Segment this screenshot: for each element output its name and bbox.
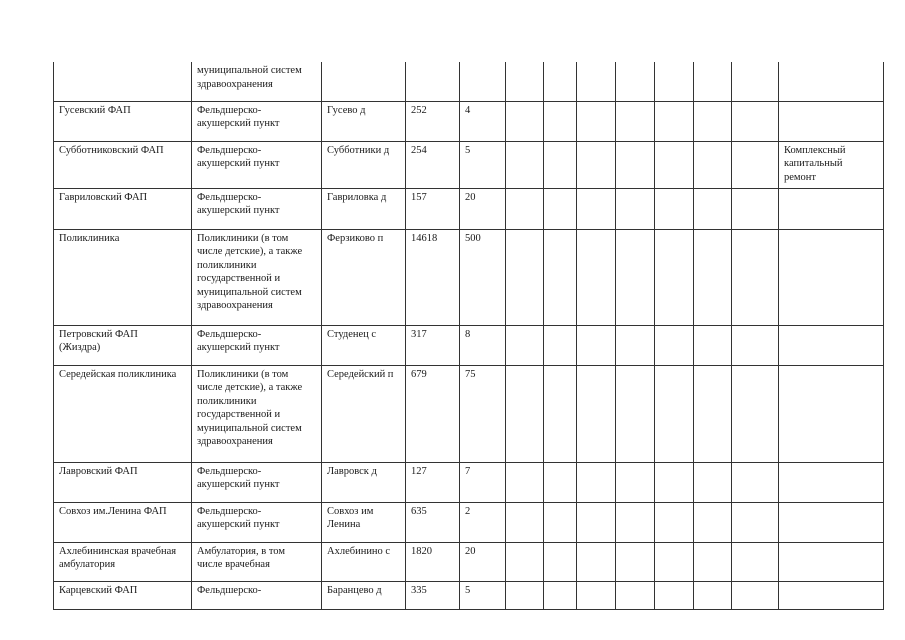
facility-type-text: Фельдшерско-	[197, 584, 262, 596]
empty-cell	[732, 365, 779, 462]
note-cell	[779, 325, 884, 365]
value-text: 14618	[411, 232, 438, 244]
table-row	[54, 462, 884, 502]
value-text: 2	[465, 505, 471, 517]
empty-cell	[577, 141, 616, 188]
empty-cell	[694, 141, 732, 188]
table-body	[54, 62, 884, 609]
facility-name-text: Петровский ФАП (Жиздра)	[59, 328, 138, 353]
empty-cell	[732, 188, 779, 229]
facility-name-text: Совхоз им.Ленина ФАП	[59, 505, 167, 517]
facility-name-text: Лавровский ФАП	[59, 465, 138, 477]
empty-cell	[732, 62, 779, 101]
empty-cell	[655, 462, 694, 502]
facility-type-cell	[192, 188, 322, 229]
empty-cell	[544, 141, 577, 188]
locality-cell	[322, 62, 406, 101]
facility-name-text: Середейская поликлиника	[59, 368, 177, 380]
value-text: 5	[465, 584, 471, 596]
empty-cell	[506, 542, 544, 581]
locality-text: Лавровск д	[327, 465, 377, 477]
empty-cell	[655, 365, 694, 462]
facility-name-cell	[54, 62, 192, 101]
locality-text: Гавриловка д	[327, 191, 387, 203]
value-text: 20	[465, 191, 476, 203]
empty-cell	[732, 581, 779, 609]
value-cell	[406, 462, 460, 502]
empty-cell	[506, 62, 544, 101]
locality-text: Студенец с	[327, 328, 377, 340]
empty-cell	[732, 229, 779, 325]
empty-cell	[544, 188, 577, 229]
table-row	[54, 62, 884, 101]
empty-cell	[506, 101, 544, 141]
empty-cell	[694, 462, 732, 502]
locality-cell	[322, 188, 406, 229]
locality-cell	[322, 365, 406, 462]
empty-cell	[694, 542, 732, 581]
facility-type-cell	[192, 581, 322, 609]
empty-cell	[577, 502, 616, 542]
table-row	[54, 325, 884, 365]
facility-name-cell	[54, 325, 192, 365]
value-text: 252	[411, 104, 427, 116]
facility-type-text: муниципальной систем здравоохранения	[197, 65, 302, 90]
empty-cell	[506, 502, 544, 542]
facility-type-text: Фельдшерско- акушерский пункт	[197, 144, 280, 169]
value-cell	[460, 462, 506, 502]
value-cell	[406, 101, 460, 141]
empty-cell	[655, 188, 694, 229]
empty-cell	[694, 502, 732, 542]
value-cell	[406, 141, 460, 188]
empty-cell	[694, 188, 732, 229]
value-text: 635	[411, 505, 427, 517]
locality-cell	[322, 325, 406, 365]
locality-cell	[322, 229, 406, 325]
locality-text: Баранцево д	[327, 584, 382, 596]
locality-cell	[322, 502, 406, 542]
value-cell	[406, 229, 460, 325]
locality-cell	[322, 141, 406, 188]
empty-cell	[655, 62, 694, 101]
empty-cell	[732, 325, 779, 365]
facility-type-cell	[192, 325, 322, 365]
value-cell	[406, 325, 460, 365]
note-cell	[779, 542, 884, 581]
empty-cell	[655, 542, 694, 581]
facility-name-cell	[54, 229, 192, 325]
empty-cell	[694, 101, 732, 141]
table-row	[54, 101, 884, 141]
value-text: 7	[465, 465, 471, 477]
table-row	[54, 141, 884, 188]
facility-type-cell	[192, 502, 322, 542]
empty-cell	[577, 542, 616, 581]
value-text: 157	[411, 191, 427, 203]
empty-cell	[506, 325, 544, 365]
value-cell	[460, 581, 506, 609]
note-cell	[779, 62, 884, 101]
empty-cell	[655, 581, 694, 609]
empty-cell	[506, 188, 544, 229]
facility-name-text: Гавриловский ФАП	[59, 191, 148, 203]
empty-cell	[616, 229, 655, 325]
facility-name-cell	[54, 462, 192, 502]
empty-cell	[577, 325, 616, 365]
facility-type-text: Фельдшерско- акушерский пункт	[197, 465, 280, 490]
table-row	[54, 188, 884, 229]
empty-cell	[577, 62, 616, 101]
value-cell	[460, 101, 506, 141]
empty-cell	[655, 101, 694, 141]
note-cell	[779, 462, 884, 502]
empty-cell	[616, 581, 655, 609]
table-row	[54, 365, 884, 462]
facility-type-text: Фельдшерско- акушерский пункт	[197, 104, 280, 129]
facility-type-cell	[192, 229, 322, 325]
empty-cell	[544, 229, 577, 325]
empty-cell	[655, 502, 694, 542]
facility-name-text: Поликлиника	[59, 232, 120, 244]
value-text: 1820	[411, 545, 432, 557]
facility-name-cell	[54, 502, 192, 542]
empty-cell	[544, 62, 577, 101]
facility-type-cell	[192, 141, 322, 188]
value-cell	[460, 502, 506, 542]
facility-type-text: Фельдшерско- акушерский пункт	[197, 328, 280, 353]
locality-text: Ферзиково п	[327, 232, 384, 244]
locality-cell	[322, 581, 406, 609]
locality-text: Ахлебинино с	[327, 545, 391, 557]
table-row	[54, 229, 884, 325]
value-cell	[460, 542, 506, 581]
facility-type-cell	[192, 101, 322, 141]
facility-name-cell	[54, 365, 192, 462]
empty-cell	[506, 229, 544, 325]
locality-cell	[322, 542, 406, 581]
value-cell	[460, 325, 506, 365]
note-cell	[779, 101, 884, 141]
value-text: 679	[411, 368, 427, 380]
facility-name-cell	[54, 141, 192, 188]
empty-cell	[655, 141, 694, 188]
facility-type-text: Фельдшерско- акушерский пункт	[197, 505, 280, 530]
empty-cell	[544, 542, 577, 581]
empty-cell	[732, 101, 779, 141]
locality-cell	[322, 101, 406, 141]
facility-type-cell	[192, 365, 322, 462]
locality-text: Середейский п	[327, 368, 394, 380]
empty-cell	[694, 365, 732, 462]
value-cell	[406, 365, 460, 462]
facility-type-text: Фельдшерско- акушерский пункт	[197, 191, 280, 216]
empty-cell	[506, 462, 544, 502]
facility-name-cell	[54, 188, 192, 229]
table-row	[54, 581, 884, 609]
value-text: 20	[465, 545, 476, 557]
facility-name-text: Субботниковский ФАП	[59, 144, 164, 156]
empty-cell	[732, 502, 779, 542]
empty-cell	[732, 542, 779, 581]
empty-cell	[544, 365, 577, 462]
value-cell	[460, 141, 506, 188]
facility-type-cell	[192, 542, 322, 581]
value-cell	[460, 229, 506, 325]
empty-cell	[506, 365, 544, 462]
empty-cell	[616, 502, 655, 542]
empty-cell	[694, 325, 732, 365]
facility-name-text: Ахлебининская врачебная амбулатория	[59, 545, 177, 570]
value-cell	[406, 188, 460, 229]
value-text: 335	[411, 584, 427, 596]
empty-cell	[694, 581, 732, 609]
note-cell	[779, 581, 884, 609]
empty-cell	[577, 229, 616, 325]
value-cell	[406, 581, 460, 609]
empty-cell	[506, 141, 544, 188]
value-text: 127	[411, 465, 427, 477]
value-cell	[406, 542, 460, 581]
note-text: Комплексный капитальный ремонт	[784, 144, 846, 183]
empty-cell	[577, 581, 616, 609]
locality-text: Совхоз им Ленина	[327, 505, 374, 530]
value-text: 5	[465, 144, 471, 156]
locality-text: Гусево д	[327, 104, 366, 116]
empty-cell	[694, 229, 732, 325]
empty-cell	[655, 229, 694, 325]
empty-cell	[577, 462, 616, 502]
empty-cell	[616, 62, 655, 101]
value-text: 500	[465, 232, 481, 244]
facilities-table	[53, 62, 884, 610]
empty-cell	[577, 101, 616, 141]
facility-name-cell	[54, 542, 192, 581]
value-cell	[406, 62, 460, 101]
facility-name-text: Гусевский ФАП	[59, 104, 131, 116]
note-cell	[779, 141, 884, 188]
empty-cell	[616, 101, 655, 141]
value-cell	[406, 502, 460, 542]
empty-cell	[694, 62, 732, 101]
note-cell	[779, 502, 884, 542]
facility-type-cell	[192, 462, 322, 502]
facility-type-text: Поликлиники (в том числе детские), а также поликлиники государственной и муниципальной систем здравоохранения	[197, 232, 303, 311]
value-cell	[460, 365, 506, 462]
empty-cell	[616, 141, 655, 188]
empty-cell	[577, 188, 616, 229]
empty-cell	[544, 502, 577, 542]
empty-cell	[577, 365, 616, 462]
table-row	[54, 542, 884, 581]
value-cell	[460, 188, 506, 229]
value-text: 254	[411, 144, 427, 156]
facility-name-cell	[54, 581, 192, 609]
value-text: 8	[465, 328, 471, 340]
empty-cell	[616, 542, 655, 581]
value-text: 317	[411, 328, 427, 340]
note-cell	[779, 188, 884, 229]
facility-type-cell	[192, 62, 322, 101]
empty-cell	[544, 101, 577, 141]
facility-name-text: Карцевский ФАП	[59, 584, 138, 596]
empty-cell	[616, 365, 655, 462]
locality-cell	[322, 462, 406, 502]
facility-type-text: Амбулатория, в том числе врачебная	[197, 545, 285, 570]
value-cell	[460, 62, 506, 101]
note-cell	[779, 365, 884, 462]
facility-name-cell	[54, 101, 192, 141]
facility-type-text: Поликлиники (в том числе детские), а также поликлиники государственной и муниципальной систем здравоохранения	[197, 368, 303, 447]
value-text: 75	[465, 368, 476, 380]
empty-cell	[616, 325, 655, 365]
note-cell	[779, 229, 884, 325]
empty-cell	[732, 462, 779, 502]
value-text: 4	[465, 104, 471, 116]
table-row	[54, 502, 884, 542]
empty-cell	[732, 141, 779, 188]
empty-cell	[544, 581, 577, 609]
locality-text: Субботники д	[327, 144, 390, 156]
empty-cell	[616, 462, 655, 502]
empty-cell	[544, 462, 577, 502]
empty-cell	[655, 325, 694, 365]
empty-cell	[506, 581, 544, 609]
empty-cell	[544, 325, 577, 365]
empty-cell	[616, 188, 655, 229]
